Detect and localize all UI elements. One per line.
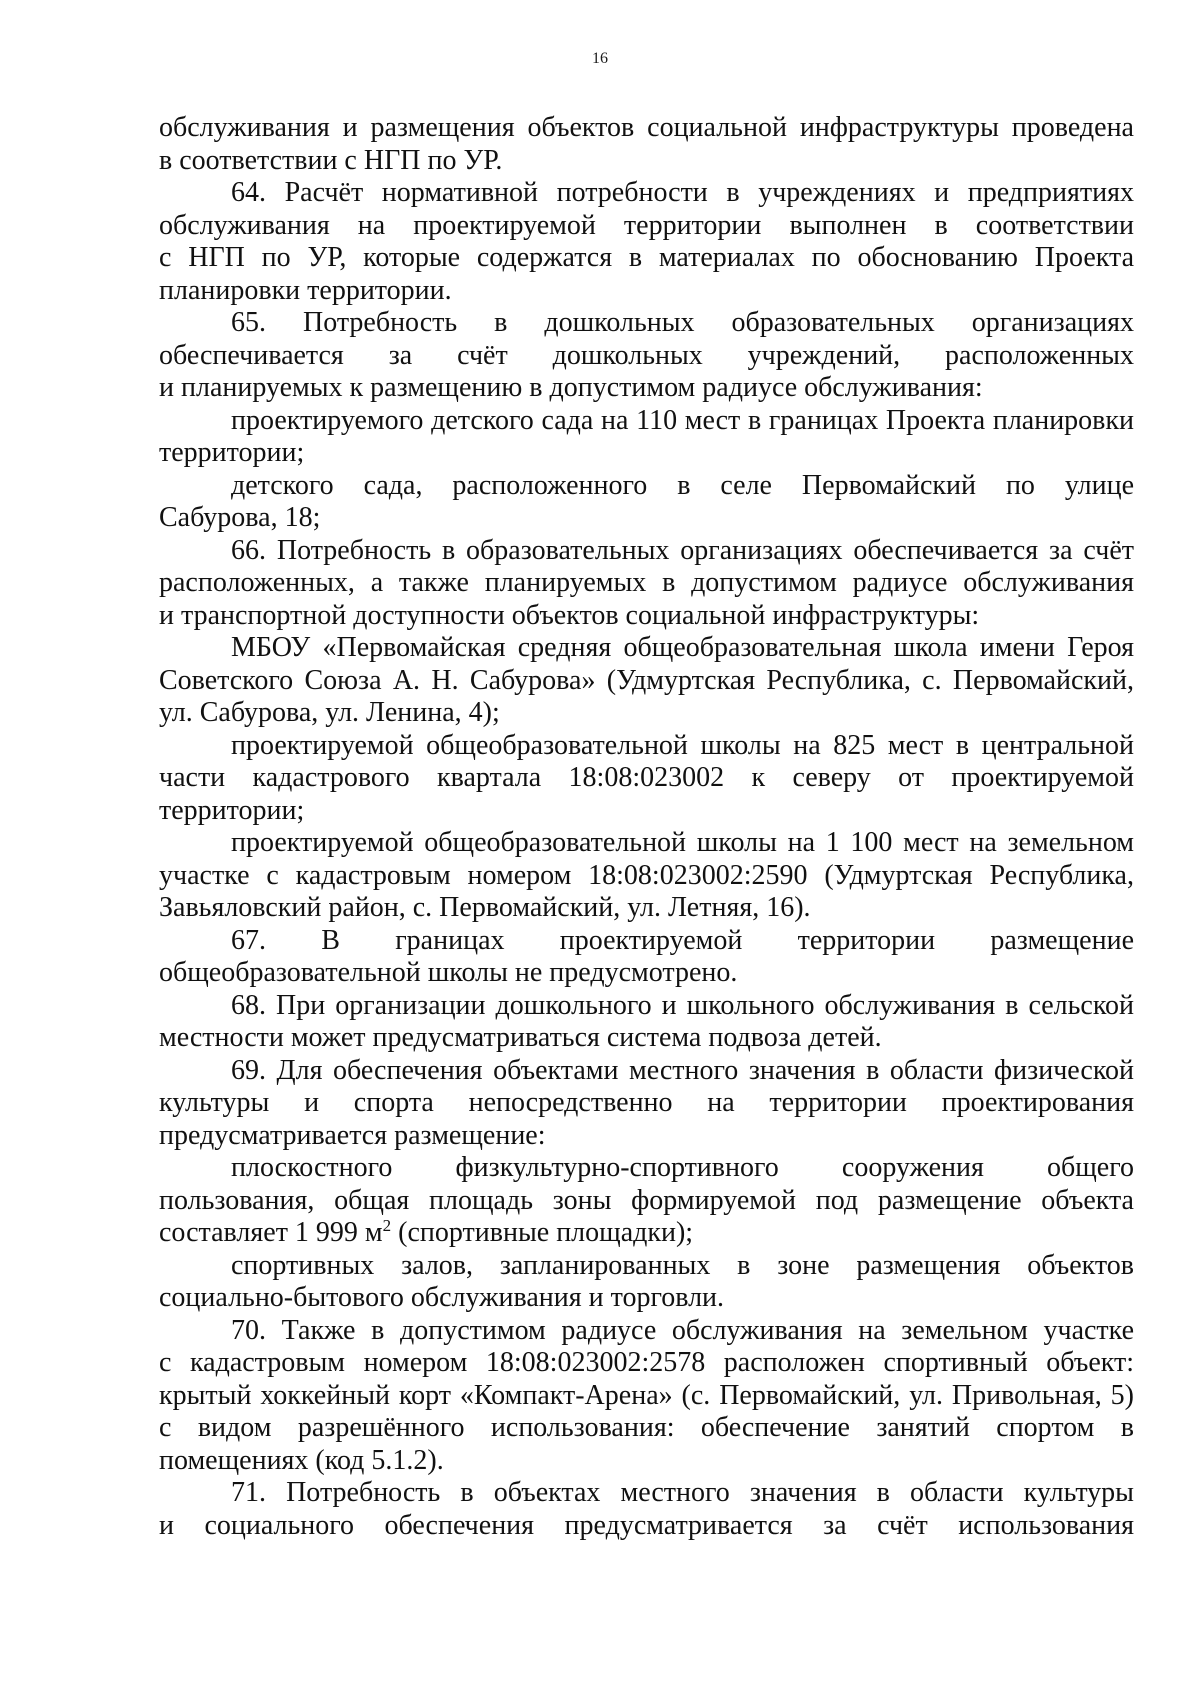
text-line-content: расположенных, а также планируемых в допустимом радиусе обслуживания [159,567,1134,598]
text-line-content: детского сада, расположенного в селе Первомайский по улице [231,469,1134,501]
text-line [159,1087,1134,1120]
text-line [159,795,1134,828]
text-line-content: крытый хоккейный корт «Компакт-Арена» (с. Первомайский, ул. Привольная, 5) [159,1379,1134,1411]
text-line-content: с кадастровым номером 18:08:023002:2578 расположен спортивный объект: [159,1347,1134,1378]
text-line-content: 71. Потребность в объектах местного значения в области культуры [231,1477,1134,1508]
text-line-content: 70. Также в допустимом радиусе обслуживания на земельном участке [231,1314,1134,1346]
text-line [159,242,1134,275]
text-line [159,535,1134,568]
text-line [159,1315,1134,1348]
text-line-content: проектируемой общеобразовательной школы на 825 мест в центральной [231,729,1134,761]
text-line [159,275,1134,308]
text-line-content: местности может предусматриваться система подвоза детей. [159,1022,882,1053]
text-line [159,372,1134,405]
text-line [159,112,1134,145]
text-line-content: обеспечивается за счёт дошкольных учреждений, расположенных [159,339,1134,371]
text-line [159,1347,1134,1380]
text-line-content: предусматривается размещение: [159,1119,546,1151]
text-line-content: МБОУ «Первомайская средняя общеобразовательная школа имени Героя [231,632,1134,663]
text-line-content: обслуживания и размещения объектов социальной инфраструктуры проведена [159,112,1134,143]
text-line [159,632,1134,665]
text-line-content: плоскостного физкультурно-спортивного сооружения общего [231,1152,1134,1183]
text-line-content: проектируемой общеобразовательной школы на 1 100 мест на земельном [231,827,1134,858]
text-line-content: помещениях (код 5.1.2). [159,1444,444,1476]
text-line-content: территории; [159,437,305,468]
text-line [159,567,1134,600]
text-line-content: планировки территории. [159,274,452,306]
text-line [159,307,1134,340]
text-line [159,892,1134,925]
text-line-content: 69. Для обеспечения объектами местного значения в области физической [231,1054,1134,1086]
text-line-content: социально-бытового обслуживания и торговли. [159,1282,725,1313]
text-line-content: пользования, общая площадь зоны формируемой под размещение объекта [159,1184,1134,1216]
text-line-content: общеобразовательной школы не предусмотрено. [159,957,738,988]
document-body [159,112,1134,1542]
text-line [159,925,1134,958]
text-line-content: Советского Союза А. Н. Сабурова» (Удмуртская Республика, с. Первомайский, [159,664,1134,696]
text-line [159,1152,1134,1185]
text-line-content: спортивных залов, запланированных в зоне размещения объектов [231,1249,1134,1281]
text-line [159,665,1134,698]
text-line [159,697,1134,730]
text-line [159,1217,1134,1250]
text-line [159,730,1134,763]
text-line [159,762,1134,795]
text-line-content: 64. Расчёт нормативной потребности в учреждениях и предприятиях [231,177,1134,208]
text-line-content: и транспортной доступности объектов социальной инфраструктуры: [159,599,980,631]
text-line [159,827,1134,860]
text-line-content: проектируемого детского сада на 110 мест в границах Проекта планировки [231,404,1134,436]
text-line [159,177,1134,210]
text-line-content: Сабурова, 18; [159,502,321,533]
text-line [159,405,1134,438]
text-line [159,470,1134,503]
text-line [159,1510,1134,1543]
text-line-content: Завьяловский район, с. Первомайский, ул. Летняя, 16). [159,892,811,923]
text-line-content: и социального обеспечения предусматривается за счёт использования [159,1509,1134,1541]
text-line-content: части кадастрового квартала 18:08:023002 к северу от проектируемой [159,762,1134,793]
page-number: 16 [592,50,608,67]
text-line [159,957,1134,990]
superscript: 2 [382,1216,392,1235]
text-line-content: территории; [159,794,305,826]
text-line [159,1282,1134,1315]
text-line-content: 66. Потребность в образовательных организациях обеспечивается за счёт [231,534,1134,566]
text-line [159,437,1134,470]
text-line-content: ул. Сабурова, ул. Ленина, 4); [159,697,500,728]
text-line-content: 65. Потребность в дошкольных образовательных организациях [231,307,1134,338]
text-line [159,860,1134,893]
text-line [159,502,1134,535]
text-line-content: 67. В границах проектируемой территории размещение [231,924,1134,956]
text-line [159,1022,1134,1055]
text-line [159,340,1134,373]
text-line-content: в соответствии с НГП по УР. [159,144,503,176]
text-line [159,1185,1134,1218]
text-line-content: и планируемых к размещению в допустимом радиусе обслуживания: [159,372,983,403]
text-line [159,1250,1134,1283]
text-line [159,1055,1134,1088]
text-line-content: с видом разрешённого использования: обеспечение занятий спортом в [159,1412,1134,1443]
text-line-content: 68. При организации дошкольного и школьного обслуживания в сельской [231,989,1134,1021]
text-line-content: участке с кадастровым номером 18:08:023002:2590 (Удмуртская Республика, [159,859,1134,891]
text-line-content: с НГП по УР, которые содержатся в материалах по обоснованию Проекта [159,242,1134,273]
text-line [159,600,1134,633]
text-line [159,1380,1134,1413]
text-line [159,1445,1134,1478]
text-line [159,1120,1134,1153]
text-line [159,990,1134,1023]
text-line-content: культуры и спорта непосредственно на территории проектирования [159,1087,1134,1118]
text-line [159,210,1134,243]
text-line-tail: (спортивные площадки); [391,1217,694,1248]
text-line [159,1412,1134,1445]
text-line [159,1477,1134,1510]
text-line [159,145,1134,178]
text-line-content: обслуживания на проектируемой территории выполнен в соответствии [159,209,1134,241]
text-line-content: составляет 1 999 м [159,1217,383,1248]
